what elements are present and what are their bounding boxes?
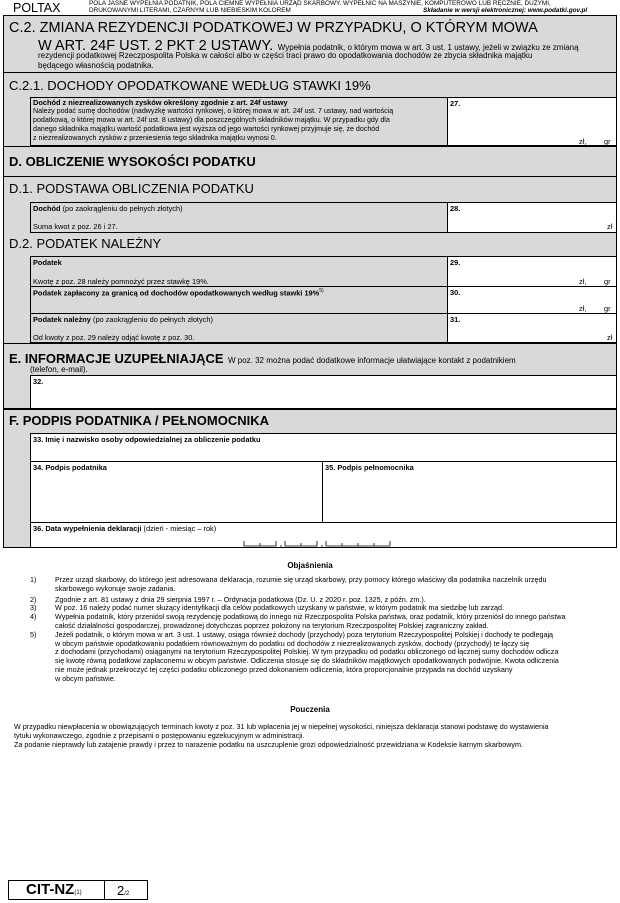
section-c2-title-2-text: W ART. 24F UST. 2 PKT 2 USTAWY. (38, 38, 274, 54)
field-35-label: 35. Podpis pełnomocnika (325, 463, 414, 472)
field-29-zl: zł, (579, 277, 587, 286)
brand-poltax: POLTAX (13, 1, 61, 15)
explanation-item (30, 576, 610, 594)
form-version: (1) (74, 890, 82, 896)
field-28-input[interactable] (447, 202, 617, 233)
field-27-number: 27. (450, 99, 461, 108)
field-30-zl: zł, (579, 304, 587, 313)
explanation-line: Jeżeli podatnik, o którym mowa w art. 3 ust. 1 ustawy, osiąga również dochody (przychody) poza terytorium Rzeczypospolitej Polskiej i dochody te podlegają (55, 629, 554, 639)
field-31-input[interactable] (447, 313, 617, 343)
field-30-title (33, 287, 324, 297)
instruction-line: W przypadku niewpłacenia w obowiązujących terminach kwoty z poz. 31 lub wpłacenia jej w niepełnej wysokości, niniejsza deklaracja stanowi podstawę do wystawienia (14, 722, 549, 731)
field-27-input[interactable] (447, 97, 617, 146)
header-instructions-2: DRUKOWANYMI LITERAMI, CZARNYM LUB NIEBIESKIM KOLOREM (89, 7, 291, 14)
field-36-note: (dzień - miesiąc – rok) (143, 524, 217, 533)
field-29-number: 29. (450, 258, 461, 267)
instruction-text (14, 723, 610, 749)
section-f-title: F. PODPIS PODATNIKA / PEŁNOMOCNIKA (9, 413, 270, 428)
field-28-label (33, 204, 183, 213)
field-28-desc: Suma kwot z poz. 26 i 27. (33, 222, 118, 231)
field-27-desc-4: z niezrealizowanych zysków z przeniesienia tego składnika majątku wynosi 0. (33, 134, 277, 142)
section-c2-note-2: rezydencji podatkowej Rzeczpospolita Polska w całości albo w części traci prawo do opodatkowania dochodów ze zbycia składnika majątku (38, 51, 533, 60)
explanation-line: W poz. 16 należy podać numer służący identyfikacji dla celów podatkowych uzyskany w państwie, w którym podatnik ma siedzibę lub zarząd. (55, 603, 505, 613)
explanation-line: się kwotę równą podatkowi zapłaconemu w obcym państwie. Odliczenia stosuje się do składników majątkowych opodatkowanych podwójnie. Kwota odliczenia (55, 656, 559, 666)
explanation-line: z dochodami (przychodami) osiąganymi na terytorium Rzeczypospolitej Polskiej. W tym przypadku od podatku obliczonego od łącznej sumy dochodów odlicza (55, 647, 559, 657)
field-28-number: 28. (450, 204, 461, 213)
footer-page (117, 882, 129, 900)
explanations-list (30, 576, 610, 684)
field-27-desc-1: Należy podać sumę dochodów (nadwyżkę wartości rynkowej, o której mowa w art. 24f ust. 7 ustawy, nad wartością (33, 107, 394, 115)
footer-form-code (26, 881, 82, 899)
field-30-title-text: Podatek zapłacony za granicą od dochodów opodatkowanych według stawki 19% (33, 288, 320, 298)
explanation-number: 5) (30, 629, 37, 639)
explanation-text (55, 631, 610, 684)
field-28-title: Dochód (33, 204, 61, 213)
explanation-line: Przez urząd skarbowy, do którego jest adresowana deklaracja, rozumie się urząd skarbowy, przy pomocy którego właściwy dla podatnika naczelnik urzędu (55, 575, 547, 584)
header (3, 0, 617, 15)
form-code: CIT-NZ (26, 881, 75, 898)
field-33-label: 33. Imię i nazwisko osoby odpowiedzialnej za obliczenie podatku (33, 435, 261, 444)
explanation-number: 2) (30, 594, 37, 604)
page-total: /2 (124, 891, 130, 897)
header-instructions-1: POLA JASNE WYPEŁNIA PODATNIK, POLA CIEMNE WYPEŁNIA URZĄD SKARBOWY. WYPEŁNIĆ NA MASZYNIE, KOMPUTEROWO LUB RĘCZNIE, DUŻYMI, (89, 0, 551, 7)
section-c2-title-1: C.2. ZMIANA REZYDENCJI PODATKOWEJ W PRZYPADKU, O KTÓRYM MOWA (9, 20, 538, 36)
page-number: 2 (117, 883, 125, 898)
field-31-label (33, 315, 213, 324)
field-27-title: Dochód z niezrealizowanych zysków określony zgodnie z art. 24f ustawy (33, 98, 288, 107)
section-c2-note: Wypełnia podatnik, o którym mowa w art. 3 ust. 1 ustawy, jeżeli w związku ze zmianą (277, 43, 579, 52)
instruction-line: Za podanie nieprawdy lub zatajenie prawdy i przez to narażenie podatku na uszczuplenie grozi odpowiedzialność przewidziana w Kodeksie karnym skarbowym. (14, 739, 523, 749)
explanation-line: całość działalności gospodarczej, prowadzonej dotychczas poprzez położony na terytorium Rzeczpospolitej Polskiej zagraniczny zakład. (55, 620, 489, 630)
explanation-number: 3) (30, 603, 37, 613)
explanation-line: w obcym państwie opodatkowaniu podatkiem równoważnym do podatku od dochodów z niezrealizowanych zysków, dochody (przychody) te łączy się (55, 638, 530, 648)
explanation-line: w obcym państwie. (55, 673, 116, 683)
section-c21-title: C.2.1. DOCHODY OPODATKOWANE WEDŁUG STAWKI 19% (9, 78, 371, 93)
field-30-input[interactable] (447, 286, 617, 314)
explanation-line: Wypełnia podatnik, który przeniósł swoją rezydencję podatkową do innego niż Rzeczpospolita Polska państwa, oraz podatnik, który przeniósł do innego państwa (55, 612, 566, 622)
field-36-title: 36. Data wypełnienia deklaracji (33, 524, 142, 533)
date-template (243, 538, 403, 548)
explanation-item (30, 631, 610, 684)
field-31-note: (po zaokrągleniu do pełnych złotych) (92, 315, 213, 324)
explanation-item (30, 613, 610, 631)
field-27-zl: zł, (579, 137, 587, 146)
section-d2-title: D.2. PODATEK NALEŻNY (9, 236, 162, 251)
field-31-zl: zł (607, 333, 613, 342)
section-e-note-2: (telefon, e-mail). (30, 365, 88, 374)
instruction-title: Pouczenia (290, 705, 330, 714)
section-e-title: E. INFORMACJE UZUPEŁNIAJĄCE (9, 351, 224, 366)
field-31-number: 31. (450, 315, 461, 324)
explanation-number: 1) (30, 575, 37, 584)
electronic-submission: Składanie w wersji elektronicznej: www.podatki.gov.pl (423, 7, 588, 14)
field-29-desc: Kwotę z poz. 28 należy pomnożyć przez stawkę 19%. (33, 277, 209, 286)
section-d1-title: D.1. PODSTAWA OBLICZENIA PODATKU (9, 181, 254, 196)
section-c2-note-3: będącego własnością podatnika. (38, 61, 154, 70)
instruction-line: tytułu wykonawczego, zgodnie z przepisami o postępowaniu egzekucyjnym w administracji. (14, 730, 305, 740)
field-27-desc-3: danego składnika majątku wartość podatkowa jest wyższa od jego wartości rynkowej przyjmuje się, że dochód (33, 125, 380, 133)
explanations-title: Objaśnienia (287, 561, 333, 570)
field-28-zl: zł (607, 222, 613, 231)
field-32-input[interactable] (30, 375, 617, 409)
field-28-note: (po zaokrągleniu do pełnych złotych) (62, 204, 183, 213)
field-34-label: 34. Podpis podatnika (33, 463, 107, 472)
field-30-number: 30. (450, 288, 461, 297)
field-30-gr: gr (604, 304, 611, 313)
field-27-gr: gr (604, 137, 611, 146)
footer-divider (104, 880, 105, 900)
field-29-gr: gr (604, 277, 611, 286)
field-32-number: 32. (33, 377, 44, 386)
explanation-line: skarbowego wykonuje swoje zadania. (55, 583, 176, 593)
explanation-line: Zgodnie z art. 81 ustawy z dnia 29 sierpnia 1997 r. – Ordynacja podatkowa (Dz. U. z 2020 r. poz. 1325, z późn. zm.). (55, 594, 426, 604)
explanation-text (55, 613, 610, 631)
explanation-line: nie może jednak przekroczyć tej części podatku obliczonego przed dokonaniem odliczenia, która proporcjonalnie przypada na dochód uzyskany (55, 664, 513, 674)
field-31-desc: Od kwoty z poz. 29 należy odjąć kwotę z poz. 30. (33, 333, 195, 342)
explanation-number: 4) (30, 612, 37, 622)
field-36-label (33, 524, 216, 533)
explanation-text (55, 576, 610, 594)
field-29-input[interactable] (447, 256, 617, 287)
field-27-desc-2: podatkową, o której mowa w art. 24f ust. 8 ustawy) dla poszczególnych składników majątku. W przypadku gdy dla (33, 116, 390, 124)
field-31-title: Podatek należny (33, 315, 91, 324)
field-29-title: Podatek (33, 258, 62, 267)
section-e-note: W poz. 32 można podać dodatkowe informacje ułatwiające kontakt z podatnikiem (227, 356, 516, 365)
footnote-5-ref: 5) (319, 288, 324, 294)
section-d-title: D. OBLICZENIE WYSOKOŚCI PODATKU (9, 154, 256, 169)
